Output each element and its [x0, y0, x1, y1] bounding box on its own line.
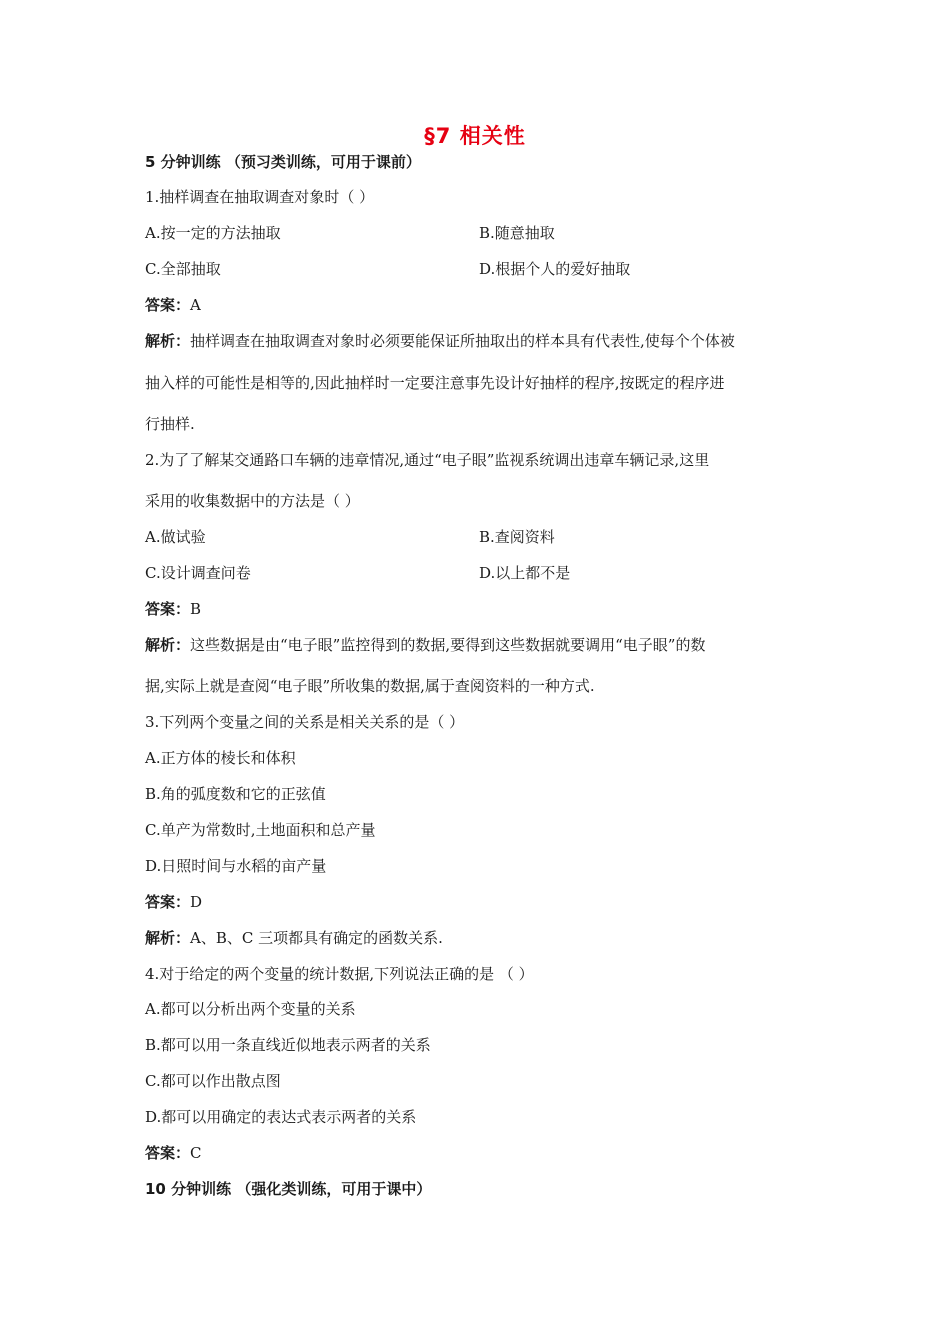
page-title: §7 相关性: [424, 124, 526, 148]
question-3-stem: 3.下列两个变量之间的关系是相关关系的是（ ）: [145, 713, 465, 731]
question-4-option-b: B.都可以用一条直线近似地表示两者的关系: [145, 1036, 431, 1054]
analysis-label: 解析：: [145, 332, 191, 350]
analysis-label: 解析：: [145, 636, 191, 654]
question-3-option-d: D.日照时间与水稻的亩产量: [145, 857, 327, 875]
question-3-answer: [145, 892, 202, 912]
question-3-option-c: C.单产为常数时,土地面积和总产量: [145, 821, 376, 839]
answer-value: B: [190, 600, 202, 618]
question-2-stem-line-2: 采用的收集数据中的方法是（ ）: [145, 492, 360, 510]
analysis-text: 抽样调查在抽取调查对象时必须要能保证所抽取出的样本具有代表性,使每个个体被: [190, 332, 735, 350]
question-1-option-a: A.按一定的方法抽取: [145, 224, 281, 242]
question-3-analysis: [145, 928, 443, 948]
question-2-answer: [145, 599, 201, 619]
question-2-stem: 2.为了了解某交通路口车辆的违章情况,通过“电子眼”监视系统调出违章车辆记录,这里: [145, 451, 710, 469]
question-1-stem: 1.抽样调查在抽取调查对象时（ ）: [145, 188, 375, 206]
answer-value: C: [190, 1144, 202, 1162]
question-2-option-d: D.以上都不是: [479, 564, 571, 582]
question-2-option-b: B.查阅资料: [479, 528, 555, 546]
question-4-option-c: C.都可以作出散点图: [145, 1072, 281, 1090]
question-2-option-c: C.设计调查问卷: [145, 564, 251, 582]
question-1-option-b: B.随意抽取: [479, 224, 555, 242]
question-1-answer: [145, 295, 201, 315]
question-2-analysis-line-2: 据,实际上就是查阅“电子眼”所收集的数据,属于查阅资料的一种方式.: [145, 677, 595, 695]
answer-label: 答案：: [145, 1144, 191, 1162]
question-4-option-d: D.都可以用确定的表达式表示两者的关系: [145, 1108, 417, 1126]
question-4-stem: 4.对于给定的两个变量的统计数据,下列说法正确的是 （ ）: [145, 965, 534, 983]
answer-label: 答案：: [145, 893, 191, 911]
question-1-analysis-line-3: 行抽样.: [145, 415, 195, 433]
section-heading-10min: 10 分钟训练 （强化类训练，可用于课中）: [145, 1180, 432, 1198]
question-4-answer: [145, 1143, 202, 1163]
question-1-option-d: D.根据个人的爱好抽取: [479, 260, 631, 278]
analysis-label: 解析：: [145, 929, 191, 947]
section-heading-5min: 5 分钟训练 （预习类训练，可用于课前）: [145, 153, 421, 171]
question-3-option-b: B.角的弧度数和它的正弦值: [145, 785, 326, 803]
question-2-option-a: A.做试验: [145, 528, 206, 546]
question-2-analysis: [145, 635, 705, 655]
answer-label: 答案：: [145, 296, 191, 314]
answer-value: D: [190, 893, 203, 911]
question-1-analysis-line-2: 抽入样的可能性是相等的,因此抽样时一定要注意事先设计好抽样的程序,按既定的程序进: [145, 374, 725, 392]
answer-label: 答案：: [145, 600, 191, 618]
question-1-analysis: [145, 331, 735, 351]
question-3-option-a: A.正方体的棱长和体积: [145, 749, 296, 767]
question-4-option-a: A.都可以分析出两个变量的关系: [145, 1000, 356, 1018]
analysis-text: 这些数据是由“电子眼”监控得到的数据,要得到这些数据就要调用“电子眼”的数: [190, 636, 706, 654]
analysis-text: A、B、C 三项都具有确定的函数关系.: [190, 929, 443, 947]
question-1-option-c: C.全部抽取: [145, 260, 221, 278]
answer-value: A: [190, 296, 201, 314]
